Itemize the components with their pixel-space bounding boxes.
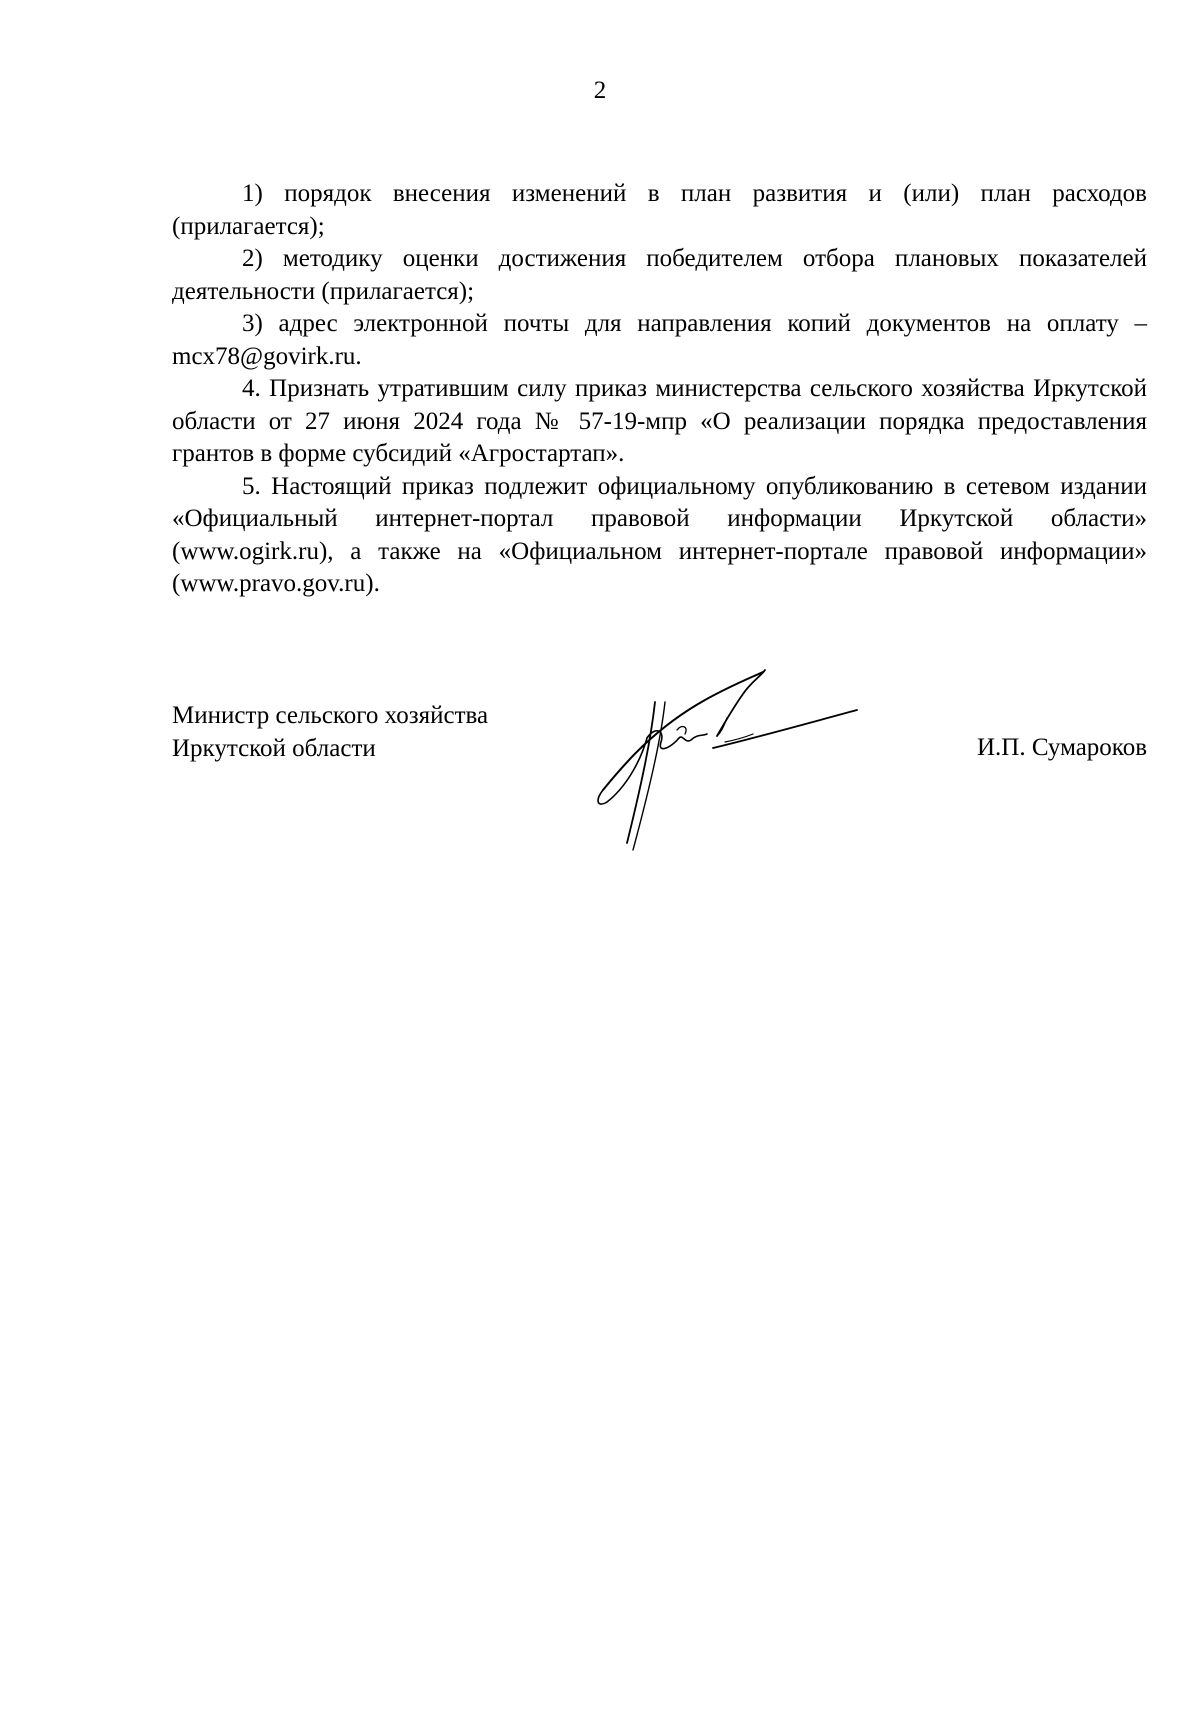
signatory-position-line2: Иркутской области [172,734,376,762]
clause-4: 4. Признать утратившим силу приказ министерства сельского хозяйства Иркутской области от 27 июня 2024 года № 57-19-мпр «О реализации порядка предоставления грантов в форме субсидий «Агростартап». [172,375,1147,467]
signatory-name: И.П. Сумароков [976,734,1147,761]
document-body [172,178,1147,601]
list-item-3: 3) адрес электронной почты для направления копий документов на оплату – mcx78@govirk.ru. [172,310,1147,370]
signatory-position [172,700,488,765]
signatory-position-line1: Министр сельского хозяйства [172,702,489,729]
clause-5: 5. Настоящий приказ подлежит официальному опубликованию в сетевом издании «Официальный интернет-портал правовой информации Иркутской области» (www.ogirk.ru), а также на «Официальном интернет-портале правовой информации» (www.pravo.gov.ru). [172,472,1147,597]
handwritten-signature-icon [585,668,890,868]
list-item-1: 1) порядок внесения изменений в план развития и (или) план расходов (прилагается); [172,180,1147,240]
list-item-2: 2) методику оценки достижения победителем отбора плановых показателей деятельности (прилагается); [172,245,1147,305]
page-number: 2 [593,77,607,104]
